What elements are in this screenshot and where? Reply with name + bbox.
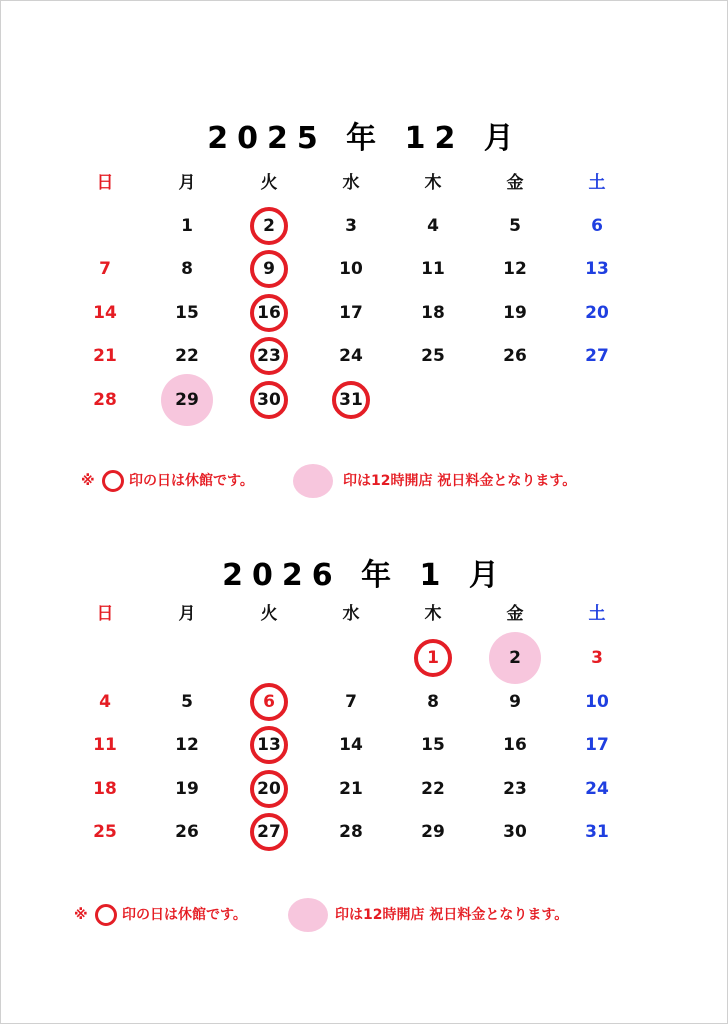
- calendar-day: 17: [585, 735, 609, 755]
- calendar-day: 10: [339, 259, 363, 279]
- calendar-day: 10: [585, 692, 609, 712]
- calendar-day: 18: [421, 303, 445, 323]
- weekday-header: 水: [342, 173, 360, 193]
- legend-special-text: 印は12時開店 祝日料金となります。: [335, 907, 569, 923]
- calendar-day: 13: [257, 735, 281, 755]
- legend-closed-text: 印の日は休館です。: [129, 473, 254, 489]
- calendar-day: 17: [339, 303, 363, 323]
- calendar-day: 24: [339, 346, 363, 366]
- closed-day-ring: [250, 337, 288, 375]
- calendar-day: 4: [99, 692, 111, 712]
- weekday-header: 月: [178, 604, 196, 624]
- calendar-day: 7: [345, 692, 357, 712]
- closed-day-ring: [250, 813, 288, 851]
- calendar-day: 25: [421, 346, 445, 366]
- weekday-header: 水: [342, 604, 360, 624]
- calendar-day: 15: [175, 303, 199, 323]
- calendar-day: 18: [93, 779, 117, 799]
- legend: [1, 898, 728, 932]
- calendar-day: 26: [503, 346, 527, 366]
- calendar-day: 14: [339, 735, 363, 755]
- calendar-day: 3: [345, 216, 357, 236]
- calendar-day: 8: [181, 259, 193, 279]
- calendar-day: 7: [99, 259, 111, 279]
- calendar-day: 6: [591, 216, 603, 236]
- calendar-day: 2: [263, 216, 275, 236]
- calendar-day: 30: [257, 390, 281, 410]
- closed-day-ring: [250, 250, 288, 288]
- calendar-day: 12: [503, 259, 527, 279]
- calendar-day: 24: [585, 779, 609, 799]
- calendar-day: 11: [93, 735, 117, 755]
- calendar-day: 4: [427, 216, 439, 236]
- calendar-day: 21: [339, 779, 363, 799]
- calendar-day: 9: [509, 692, 521, 712]
- calendar-day: 16: [257, 303, 281, 323]
- closed-day-ring: [332, 381, 370, 419]
- weekday-header: 木: [424, 173, 442, 193]
- closed-day-ring: [250, 381, 288, 419]
- calendar-day: 28: [93, 390, 117, 410]
- calendar-day: 2: [509, 648, 521, 668]
- calendar-day: 16: [503, 735, 527, 755]
- closed-day-ring: [250, 207, 288, 245]
- closed-day-ring: [250, 683, 288, 721]
- calendar-day: 27: [257, 822, 281, 842]
- weekday-header: 日: [96, 604, 114, 624]
- calendar-day: 9: [263, 259, 275, 279]
- calendar-day: 15: [421, 735, 445, 755]
- legend-special-text: 印は12時開店 祝日料金となります。: [343, 473, 577, 489]
- legend-note-symbol: ※: [74, 907, 88, 923]
- weekday-header: 金: [506, 604, 524, 624]
- closed-day-ring: [250, 726, 288, 764]
- month-title: 2025 年 12 月: [207, 121, 523, 156]
- weekday-header: 土: [588, 173, 606, 193]
- weekday-header: 日: [96, 173, 114, 193]
- weekday-header: 土: [588, 604, 606, 624]
- calendar-day: 12: [175, 735, 199, 755]
- weekday-header: 火: [260, 173, 278, 193]
- legend-special-dot-icon: [288, 898, 328, 932]
- legend-special-dot-icon: [293, 464, 333, 498]
- calendar-day: 3: [591, 648, 603, 668]
- weekday-header: 月: [178, 173, 196, 193]
- calendar-day: 19: [503, 303, 527, 323]
- calendar-day: 30: [503, 822, 527, 842]
- calendar-day: 1: [427, 648, 439, 668]
- calendar-day: 8: [427, 692, 439, 712]
- closed-day-ring: [250, 770, 288, 808]
- legend-closed-text: 印の日は休館です。: [122, 907, 247, 923]
- legend-note-symbol: ※: [81, 473, 95, 489]
- calendar-day: 29: [175, 390, 199, 410]
- calendar-day: 21: [93, 346, 117, 366]
- legend-closed-ring-icon: [102, 470, 124, 492]
- calendar-day: 23: [503, 779, 527, 799]
- weekday-header: 木: [424, 604, 442, 624]
- weekday-header: 金: [506, 173, 524, 193]
- legend-closed-ring-icon: [95, 904, 117, 926]
- calendar-day: 22: [421, 779, 445, 799]
- calendar-day: 6: [263, 692, 275, 712]
- month-title: 2026 年 1 月: [222, 558, 508, 593]
- calendar-day: 5: [181, 692, 193, 712]
- calendar-day: 1: [181, 216, 193, 236]
- calendar-day: 25: [93, 822, 117, 842]
- calendar-day: 27: [585, 346, 609, 366]
- calendar-day: 20: [257, 779, 281, 799]
- legend: [1, 464, 728, 498]
- closed-day-ring: [250, 294, 288, 332]
- calendar-day: 28: [339, 822, 363, 842]
- weekday-header: 火: [260, 604, 278, 624]
- calendar-day: 13: [585, 259, 609, 279]
- calendar-day: 31: [339, 390, 363, 410]
- calendar-day: 23: [257, 346, 281, 366]
- calendar-day: 5: [509, 216, 521, 236]
- calendar-day: 29: [421, 822, 445, 842]
- calendar-day: 22: [175, 346, 199, 366]
- closed-day-ring: [414, 639, 452, 677]
- calendar-day: 31: [585, 822, 609, 842]
- calendar-day: 26: [175, 822, 199, 842]
- calendar-day: 14: [93, 303, 117, 323]
- calendar-day: 20: [585, 303, 609, 323]
- calendar-day: 19: [175, 779, 199, 799]
- calendar-day: 11: [421, 259, 445, 279]
